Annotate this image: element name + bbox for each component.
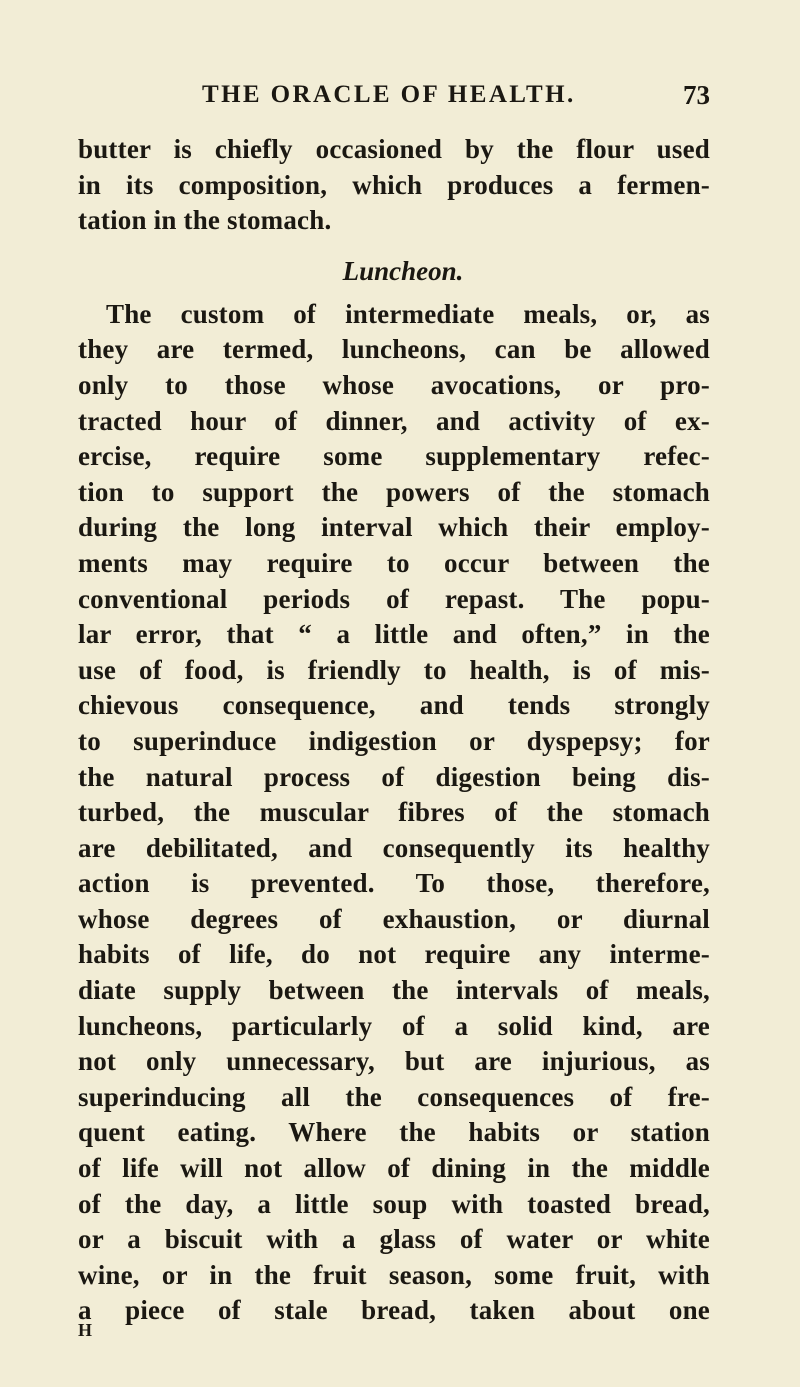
printer-signature-mark: H	[78, 1320, 94, 1340]
text-line: whose degrees of exhaustion, or diurnal	[78, 903, 710, 934]
running-head	[78, 78, 710, 112]
text-line: turbed, the muscular fibres of the stomach	[78, 797, 710, 828]
text-line: tation in the stomach.	[78, 205, 332, 236]
text-line: tion to support the powers of the stomach	[78, 476, 710, 507]
text-line: habits of life, do not require any interme-	[78, 939, 710, 970]
text-line: in its composition, which produces a fermen-	[78, 169, 710, 200]
text-line: action is prevented. To those, therefore,	[78, 868, 710, 899]
text-line: during the long interval which their employ-	[78, 512, 710, 543]
text-line: conventional periods of repast. The popu-	[78, 583, 710, 614]
text-line: chievous consequence, and tends strongly	[78, 690, 710, 721]
text-line: the natural process of digestion being dis-	[78, 761, 710, 792]
text-line: quent eating. Where the habits or station	[78, 1117, 710, 1148]
body-text	[78, 132, 710, 1329]
text-line: diate supply between the intervals of meals,	[78, 975, 710, 1006]
paragraph-luncheon	[78, 297, 710, 1329]
text-line: superinducing all the consequences of fre-	[78, 1081, 710, 1112]
text-line: lar error, that “ a little and often,” in the	[78, 619, 710, 650]
running-title: THE ORACLE OF HEALTH.	[202, 81, 576, 108]
text-line: only to those whose avocations, or pro-	[78, 369, 710, 400]
text-line: not only unnecessary, but are injurious, as	[78, 1046, 710, 1077]
text-line: are debilitated, and consequently its healthy	[78, 832, 710, 863]
section-heading: Luncheon.	[342, 255, 464, 286]
text-line: they are termed, luncheons, can be allowed	[78, 334, 710, 365]
text-line: luncheons, particularly of a solid kind, are	[78, 1010, 710, 1041]
text-line: wine, or in the fruit season, some fruit, with	[78, 1259, 710, 1290]
text-line: a piece of stale bread, taken about one	[78, 1295, 710, 1326]
paragraph-continued	[78, 132, 710, 239]
text-line: ercise, require some supplementary refec-	[78, 441, 710, 472]
text-line: or a biscuit with a glass of water or white	[78, 1224, 710, 1255]
text-line: butter is chiefly occasioned by the flour used	[78, 134, 710, 164]
text-line: The custom of intermediate meals, or, as	[106, 298, 710, 329]
text-line: use of food, is friendly to health, is of mis-	[78, 654, 710, 685]
text-line: tracted hour of dinner, and activity of ex-	[78, 405, 710, 436]
text-line: of life will not allow of dining in the middle	[78, 1153, 710, 1184]
page-number: 73	[683, 80, 710, 110]
text-line: ments may require to occur between the	[78, 547, 710, 578]
text-line: to superinduce indigestion or dyspepsy; for	[78, 725, 710, 756]
text-line: of the day, a little soup with toasted bread,	[78, 1188, 710, 1219]
